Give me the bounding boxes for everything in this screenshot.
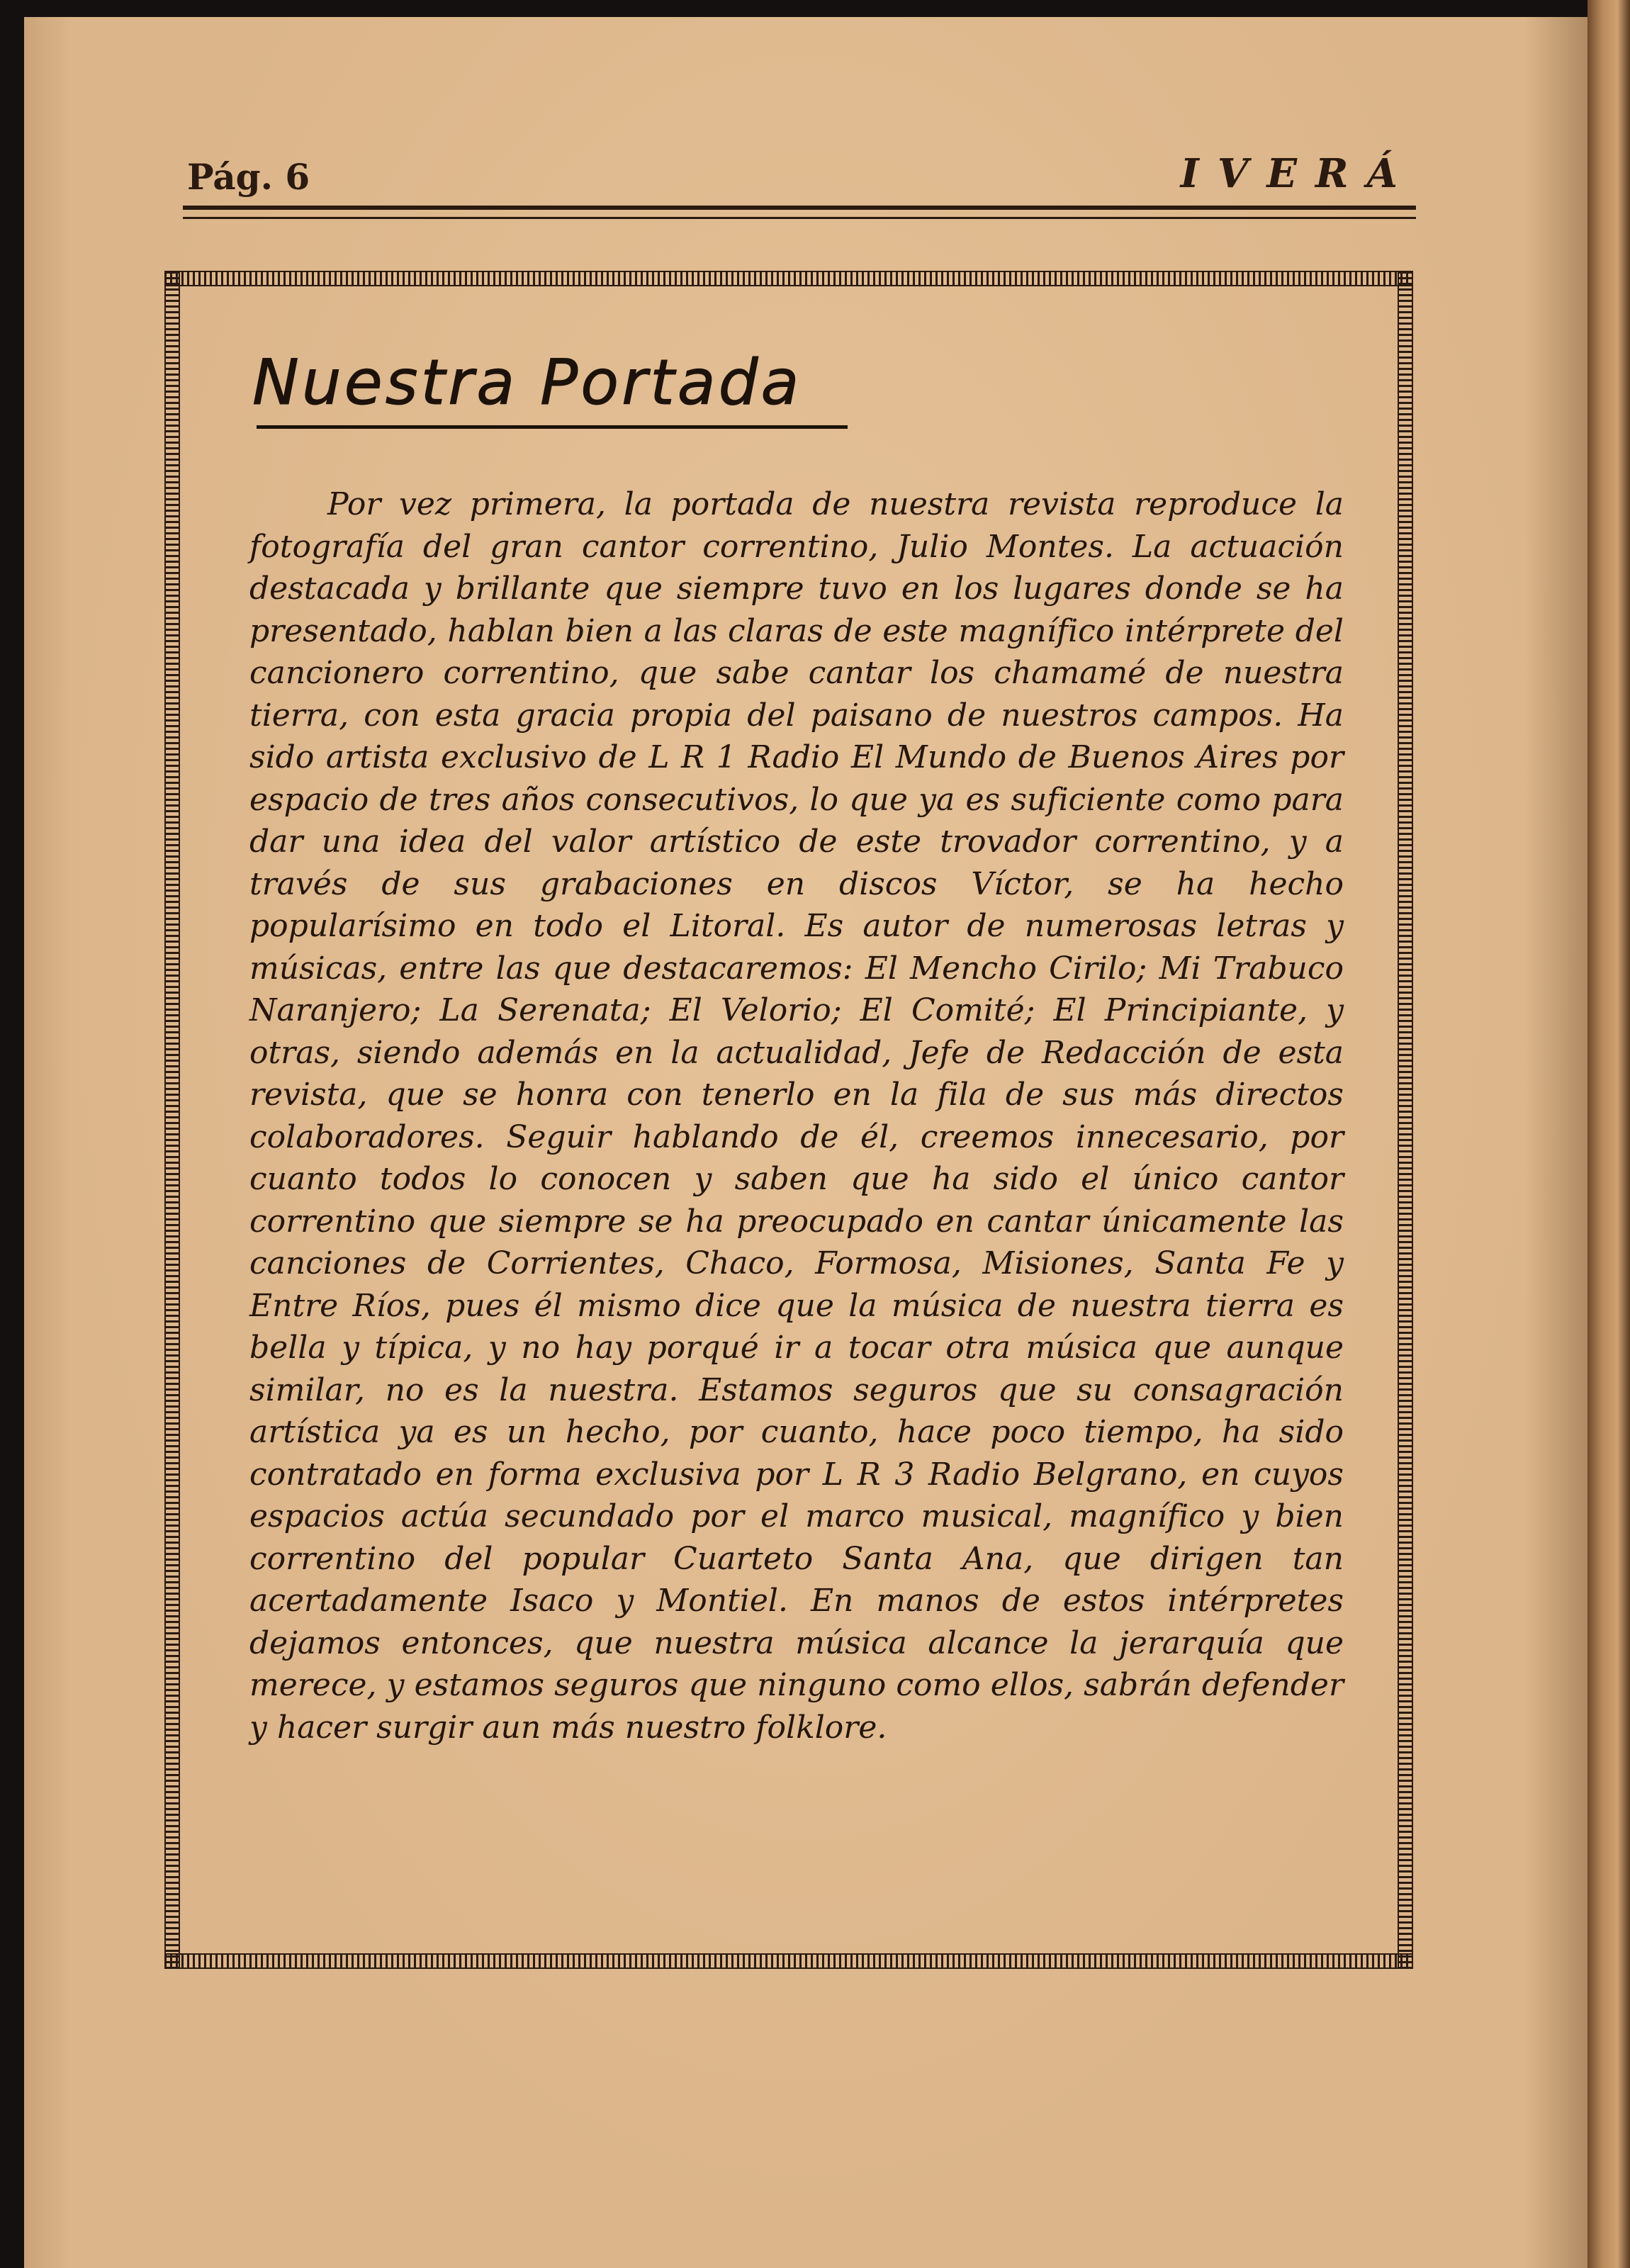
header-rule-thick — [183, 206, 1416, 210]
title-underline — [257, 425, 848, 429]
frame-border-right — [1398, 271, 1413, 1969]
article-title: Nuestra Portada — [252, 346, 802, 419]
book-spine — [1587, 0, 1630, 2268]
magazine-name: IVERÁ — [1180, 150, 1416, 197]
article-body: Por vez primera, la portada de nuestra revista reproduce la fotografía del gran cantor correntino, Julio Montes. La actuación destacada y brillante que siempre tuvo en los lugares donde se ha presentado, hablan bien a las claras de este magnífico intérprete del cancionero correntino, que sabe cantar los chamamé de nuestra tierra, con esta gracia propia del paisano de nuestros campos. Ha sido artista exclusivo de L R 1 Radio El Mundo de Buenos Aires por espacio de tres años consecutivos, lo que ya es suficiente como para dar una idea del valor artístico de este trovador correntino, y a través de sus grabaciones en discos Víctor, se ha hecho popularísimo en todo el Litoral. Es autor de numerosas letras y músicas, entre las que destacaremos: El Mencho Cirilo; Mi Trabuco Naranjero; La Serenata; El Velorio; El Comité; El Principiante, y otras, siendo además en la actualidad, Jefe de Redacción de esta revista, que se honra con tenerlo en la fila de sus más directos colaboradores. Seguir hablando de él, creemos innecesario, por cuanto todos lo conocen y saben que ha sido el único cantor correntino que siempre se ha preocupado en cantar únicamente las canciones de Corrientes, Chaco, Formosa, Misiones, Santa Fe y Entre Ríos, pues él mismo dice que la música de nuestra tierra es bella y típica, y no hay porqué ir a tocar otra música que aunque similar, no es la nuestra. Estamos seguros que su consagración artística ya es un hecho, por cuanto, hace poco tiempo, ha sido contratado en forma exclusiva por L R 3 Radio Belgrano, en cuyos espacios actúa secundado por el marco musical, magnífico y bien correntino del popular Cuarteto Santa Ana, que dirigen tan acertadamente Isaco y Montiel. En manos de estos intérpretes dejamos entonces, que nuestra música alcance la jerarquía que merece, y estamos seguros que ninguno como ellos, sabrán defender y hacer surgir aun más nuestro folklore. — [249, 486, 1344, 1746]
frame-border-top — [164, 271, 1413, 286]
page-number: Pág. 6 — [187, 156, 310, 198]
frame-border-bottom — [164, 1953, 1413, 1969]
header-rule-thin — [183, 217, 1416, 219]
page-header — [186, 150, 1416, 196]
frame-border-left — [164, 271, 180, 1969]
